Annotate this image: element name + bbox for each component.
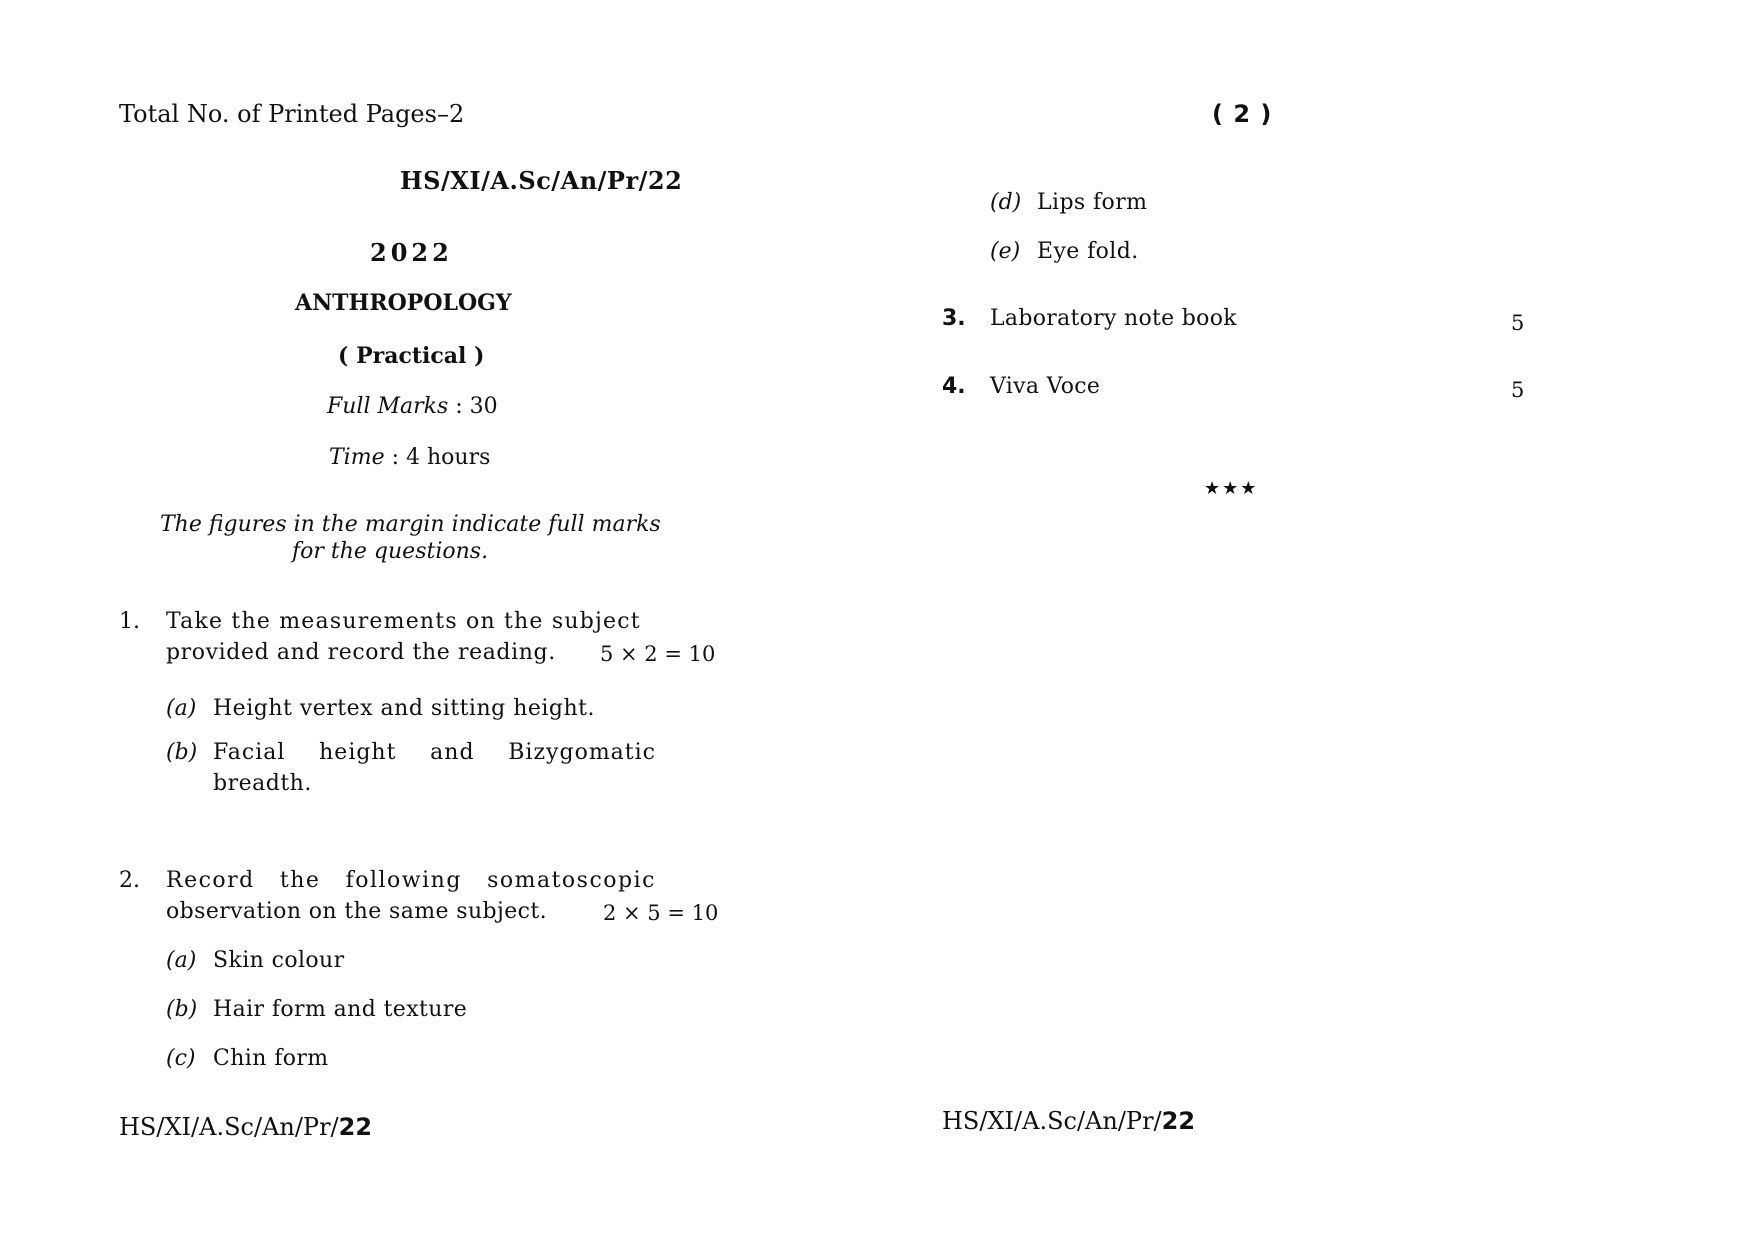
question-4-number: 4. bbox=[942, 374, 966, 399]
question-2a-label: (a) bbox=[166, 948, 197, 973]
question-2-marks: 2 × 5 = 10 bbox=[603, 901, 719, 925]
end-of-paper-stars: ★★★ bbox=[1204, 478, 1259, 499]
footer-code-prefix: HS/XI/A.Sc/An/Pr/ bbox=[119, 1113, 339, 1141]
full-marks-value: : 30 bbox=[448, 394, 498, 419]
paper-code: HS/XI/A.Sc/An/Pr/22 bbox=[400, 166, 683, 195]
question-1-text-line-1: Take the measurements on the subject bbox=[166, 609, 641, 634]
question-2-number: 2. bbox=[119, 868, 140, 893]
paper-type: ( Practical ) bbox=[338, 343, 485, 369]
instruction-line-2: for the questions. bbox=[292, 539, 489, 564]
subject-title: ANTHROPOLOGY bbox=[295, 290, 512, 316]
word: Bizygomatic bbox=[508, 740, 656, 765]
question-1-marks: 5 × 2 = 10 bbox=[600, 642, 716, 666]
left-footer-code bbox=[119, 1113, 372, 1141]
question-2c-label: (c) bbox=[166, 1046, 196, 1071]
exam-year: 2022 bbox=[370, 238, 453, 267]
question-2a-text: Skin colour bbox=[213, 948, 345, 973]
question-4-text: Viva Voce bbox=[990, 374, 1101, 399]
full-marks-label: Full Marks bbox=[327, 394, 449, 419]
word: Facial bbox=[213, 740, 286, 765]
page-number: ( 2 ) bbox=[1212, 100, 1273, 128]
word: and bbox=[430, 740, 475, 765]
time-label: Time bbox=[329, 445, 385, 470]
question-2d-text: Lips form bbox=[1037, 190, 1148, 215]
question-4-marks: 5 bbox=[1511, 378, 1525, 402]
question-1-text-line-2: provided and record the reading. bbox=[166, 640, 556, 665]
time-allowed bbox=[329, 445, 490, 470]
question-2b-text: Hair form and texture bbox=[213, 997, 468, 1022]
right-footer-code bbox=[942, 1107, 1195, 1135]
question-1a-label: (a) bbox=[166, 696, 197, 721]
question-1b-text-line-1 bbox=[213, 740, 656, 765]
total-printed-pages: Total No. of Printed Pages–2 bbox=[119, 100, 465, 128]
word: somatoscopic bbox=[487, 868, 656, 893]
question-2-text-line-1 bbox=[166, 868, 656, 893]
question-2d-label: (d) bbox=[990, 190, 1022, 215]
question-3-text: Laboratory note book bbox=[990, 306, 1237, 331]
word: height bbox=[319, 740, 397, 765]
footer-code-suffix: 22 bbox=[1161, 1107, 1196, 1135]
footer-code-prefix: HS/XI/A.Sc/An/Pr/ bbox=[942, 1107, 1162, 1135]
question-1a-text: Height vertex and sitting height. bbox=[213, 696, 596, 721]
word: Record bbox=[166, 868, 255, 893]
footer-code-suffix: 22 bbox=[338, 1113, 373, 1141]
question-2b-label: (b) bbox=[166, 997, 198, 1022]
question-1b-label: (b) bbox=[166, 740, 198, 765]
instruction-line-1: The figures in the margin indicate full marks bbox=[160, 512, 661, 537]
full-marks bbox=[327, 394, 498, 419]
question-1b-text-line-2: breadth. bbox=[213, 771, 312, 796]
time-value: : 4 hours bbox=[384, 445, 491, 470]
word: the bbox=[279, 868, 321, 893]
question-2c-text: Chin form bbox=[213, 1046, 329, 1071]
question-2e-text: Eye fold. bbox=[1037, 239, 1139, 264]
question-3-marks: 5 bbox=[1511, 311, 1525, 335]
question-1-number: 1. bbox=[119, 609, 140, 634]
question-3-number: 3. bbox=[942, 306, 966, 331]
question-2e-label: (e) bbox=[990, 239, 1021, 264]
word: following bbox=[345, 868, 462, 893]
question-2-text-line-2: observation on the same subject. bbox=[166, 899, 548, 924]
